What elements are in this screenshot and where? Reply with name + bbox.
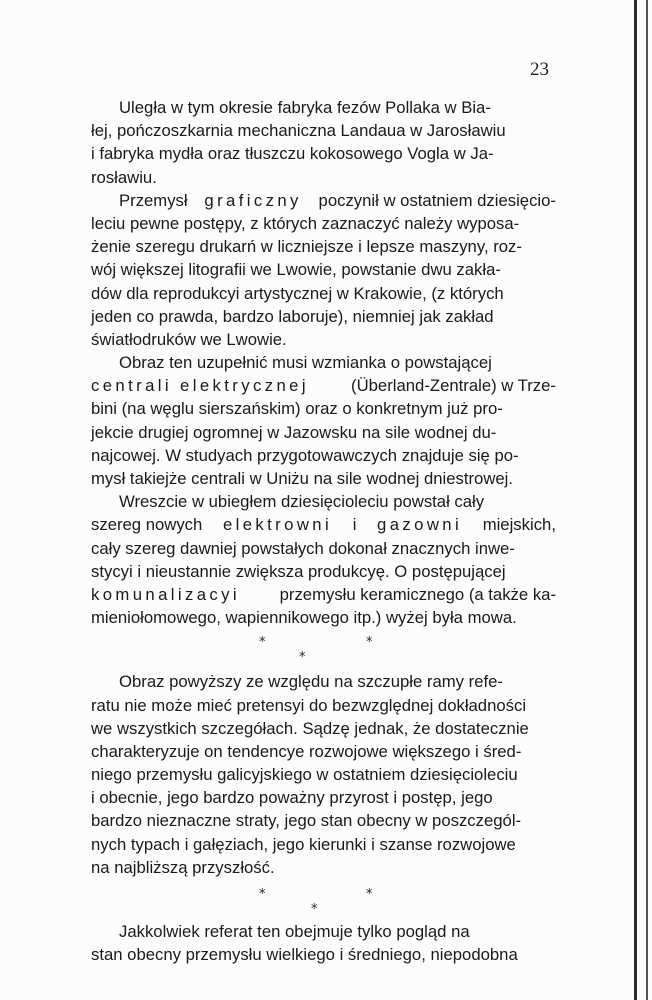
text-line: na najbliższą przyszłość. [91,857,275,877]
spaced-emphasis: gazowni [377,515,463,535]
text-line: Obraz powyższy ze względu na szczupłe ramy refe- [119,672,503,692]
asterisk: * [259,887,266,902]
body-text [91,96,556,966]
asterisk: * [366,887,373,902]
text-line: komunalizacyi przemysłu keramicznego (a także ka- [91,583,556,606]
text-line: ratu nie może mieć pretensyi do bezwzględnej dokładności [91,695,527,715]
text-line: Jakkolwiek referat ten obejmuje tylko pogląd na [119,922,470,941]
text-line: nych typach i gałęziach, jego kierunki i szanse rozwojowe [91,834,516,854]
asterisk: * [311,902,318,917]
text-line: dów dla reprodukcyi artystycznej w Krakowie, (z których [91,283,504,303]
text-line: charakteryzuje on tendencye rozwojowe większego i śred- [91,741,522,761]
asterism-separator [91,629,556,667]
text-line: bini (na węglu sierszańskim) oraz o konkretnym już pro- [91,399,503,419]
text-line: we wszystkich szczegółach. Sądzę jednak, że dostatecznie [91,718,529,738]
asterism-separator [91,879,556,917]
text-line: mysł takiejże centrali w Uniżu na sile wodnej dniestrowej. [91,469,514,488]
text-line: centrali elektrycznej (Überland-Zentrale) w Trze- [91,374,556,397]
asterisk: * [366,635,373,651]
text-line: stan obecny przemysłu wielkiego i średniego, niepodobna [91,945,518,965]
text-line: rosławiu. [91,167,157,187]
text-line: najcowej. W studyach przygotowawczych znajduje się po- [91,445,519,465]
text-line: szereg nowych elektrowni i gazowni miejskich, [91,513,556,536]
text-line: Obraz ten uzupełnić musi wzmianka o powstającej [119,353,492,373]
text-line: wój większej litografii we Lwowie, powstanie dwu zakła- [91,260,501,280]
text-line: jekcie drugiej ogromnej w Jazowsku na sile wodnej du- [91,422,497,442]
spaced-emphasis: elektrowni [222,515,333,535]
text-line: stycyi i nieustannie zwiększa produkcyę. O postępującej [91,561,506,581]
text-line: niego przemysłu galicyjskiego w ostatniem dziesięcioleciu [91,765,518,785]
text-line: żenie szeregu drukarń w liczniejsze i lepsze maszyny, roz- [91,237,522,257]
text-line: cały szereg dawniej powstałych dokonał znacznych inwe- [91,538,515,558]
page-edge-outer [646,0,648,1000]
text-line: łej, pończoszkarnia mechaniczna Landaua w Jarosławiu [91,121,506,141]
spaced-emphasis: centrali elektrycznej [91,376,309,396]
spaced-emphasis: komunalizacyi [91,584,241,604]
text-line: Przemysł graficzny poczynił w ostatniem dziesięcio- [91,189,556,212]
text-line: jeden co prawda, bardzo laboruje), niemniej jak zakład [91,306,494,326]
page-edge-shadow [634,0,637,1000]
asterisk: * [299,650,306,666]
text-line: leciu pewne postępy, z których zaznaczyć należy wyposa- [91,213,520,233]
text-line: i obecnie, jego bardzo poważny przyrost i postęp, jego [91,788,493,808]
text-line: bardzo nieznaczne straty, jego stan obecny w poszczegól- [91,811,522,831]
page-number: 23 [530,59,549,80]
text-line: Uległa w tym okresie fabryka fezów Pollaka w Bia- [119,98,491,117]
asterisk: * [259,635,266,651]
text-line: światłodruków we Lwowie. [91,329,287,349]
text-line: i fabryka mydła oraz tłuszczu kokosowego Vogla w Ja- [91,144,494,164]
spaced-emphasis: graficzny [204,190,302,210]
text-line: Wreszcie w ubiegłem dziesięcioleciu powstał cały [119,492,485,512]
text-line: mieniołomowego, wapiennikowego itp.) wyżej była mowa. [91,608,517,628]
